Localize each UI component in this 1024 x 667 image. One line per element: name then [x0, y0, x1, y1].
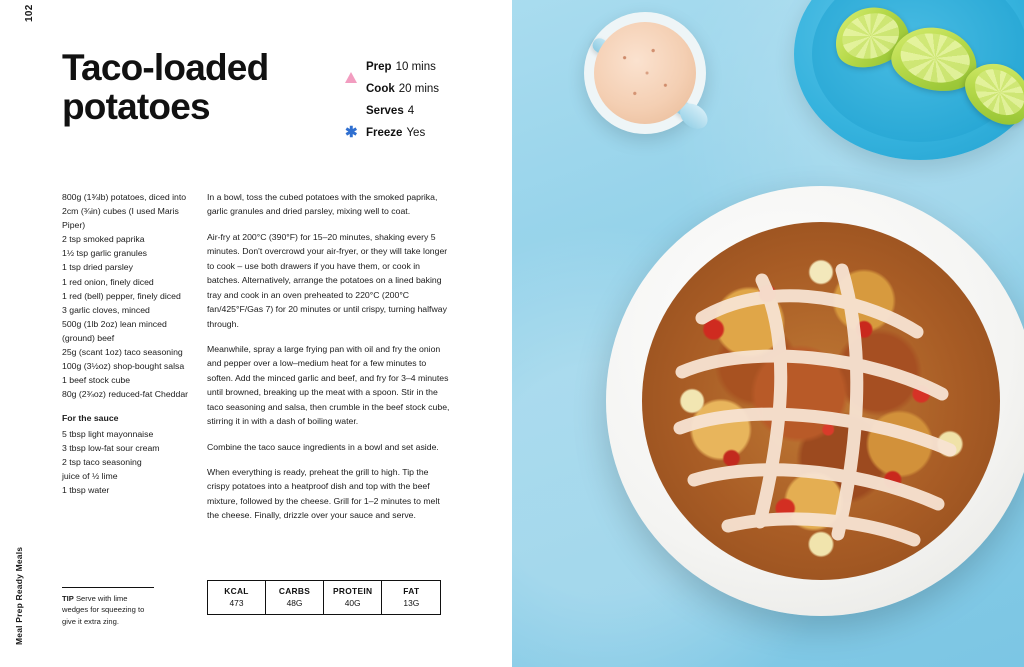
nutrition-key: KCAL — [224, 586, 249, 596]
meta-value-cook: 20 mins — [398, 82, 440, 95]
page-number: 102 — [24, 4, 35, 22]
tip-box — [62, 587, 154, 627]
list-item: 1 tsp dried parsley — [62, 262, 133, 273]
nutrition-key: CARBS — [278, 586, 311, 596]
snowflake-icon: ✱ — [345, 124, 358, 141]
list-item: 500g (1lb 2oz) lean minced (ground) beef — [62, 318, 167, 343]
nutrition-cell-carbs — [266, 581, 324, 614]
ingredients-list — [62, 190, 192, 497]
list-item: 800g (1¾lb) potatoes, diced into 2cm (¾in) cubes (I used Maris Piper) — [62, 192, 187, 231]
nutrition-value: 13G — [403, 598, 420, 608]
list-item: 5 tbsp light mayonnaise — [62, 428, 154, 439]
list-item: juice of ½ lime — [62, 470, 118, 481]
taco-loaded-potatoes-dish — [642, 222, 1000, 580]
list-item: 25g (scant 1oz) taco seasoning — [62, 347, 183, 358]
method-step: When everything is ready, preheat the grill to high. Tip the crispy potatoes into a heatproof dish and top with the beef mixture, followed by the cheese. Grill for 1–2 minutes to melt the cheese. Finally, drizzle over your sauce and serve. — [207, 467, 440, 521]
nutrition-key: FAT — [403, 586, 420, 596]
recipe-meta-list — [345, 60, 495, 148]
nutrition-cell-kcal — [208, 581, 266, 614]
method-step: In a bowl, toss the cubed potatoes with the smoked paprika, garlic granules and dried parsley, mixing well to coat. — [207, 192, 438, 217]
triangle-icon — [345, 60, 358, 73]
method-step: Air-fry at 200°C (390°F) for 15–20 minutes, shaking every 5 minutes. Don't overcrowd your air-fryer, or they will take longer to cook – use both drawers if you have them, or cook in batches. Alternatively, arrange the potatoes on a lined baking tray and cook in an oven preheated to 220°C (200°C fan/425°F/Gas 7) for 20 minutes or until crispy, turning halfway through. — [207, 231, 448, 329]
method-steps — [207, 190, 452, 534]
list-item: 1 red (bell) pepper, finely diced — [62, 290, 181, 301]
page-title: Taco-loaded potatoes — [62, 47, 269, 128]
meta-value-prep: 10 mins — [395, 60, 436, 73]
meta-item-freeze — [345, 126, 495, 139]
list-item: 2 tsp taco seasoning — [62, 456, 142, 467]
list-item: 3 tbsp low-fat sour cream — [62, 442, 160, 453]
meta-value-freeze: Yes — [406, 126, 426, 139]
meta-item-serves — [345, 104, 495, 117]
circle-icon — [345, 82, 358, 95]
meta-value-serves: 4 — [407, 104, 415, 117]
running-head: Meal Prep Ready Meals — [14, 546, 24, 645]
list-item: 2 tsp smoked paprika — [62, 234, 145, 245]
list-item: 1 red onion, finely diced — [62, 276, 154, 287]
square-icon — [345, 104, 358, 117]
tip-text: Serve with lime wedges for squeezing to give it extra zing. — [62, 593, 145, 626]
nutrition-value: 473 — [229, 598, 244, 608]
method-step: Meanwhile, spray a large frying pan with oil and fry the onion and pepper over a low–medium heat for a few minutes to soften. Add the minced garlic and beef, and fry for 3–4 minutes until browned, breaking up the meat with a spoon. Stir in the taco seasoning and salsa, then crumble in the beef stock cube, stirring it in with a dash of boiling water. — [207, 343, 450, 427]
meta-item-prep — [345, 60, 495, 73]
meta-label-serves: Serves — [366, 104, 404, 117]
sauce-paprika-specks — [594, 22, 696, 124]
list-item: 1 tbsp water — [62, 484, 110, 495]
sauce-subheading: For the sauce — [62, 413, 119, 424]
meta-label-freeze: Freeze — [366, 126, 403, 139]
meta-label-cook: Cook — [366, 82, 395, 95]
list-item: 1 beef stock cube — [62, 375, 131, 386]
meta-label-prep: Prep — [366, 60, 392, 73]
nutrition-table — [207, 580, 441, 615]
meta-item-cook — [345, 82, 495, 95]
nutrition-value: 40G — [344, 598, 361, 608]
recipe-photo-page — [512, 0, 1024, 667]
method-step: Combine the taco sauce ingredients in a bowl and set aside. — [207, 441, 439, 452]
tip-label: TIP — [62, 593, 74, 603]
nutrition-cell-protein — [324, 581, 382, 614]
list-item: 3 garlic cloves, minced — [62, 304, 150, 315]
nutrition-key: PROTEIN — [333, 586, 373, 596]
list-item: 1½ tsp garlic granules — [62, 248, 147, 259]
nutrition-cell-fat — [382, 581, 440, 614]
list-item: 80g (2¾oz) reduced-fat Cheddar — [62, 389, 189, 400]
nutrition-value: 48G — [286, 598, 303, 608]
list-item: 100g (3½oz) shop-bought salsa — [62, 361, 185, 372]
